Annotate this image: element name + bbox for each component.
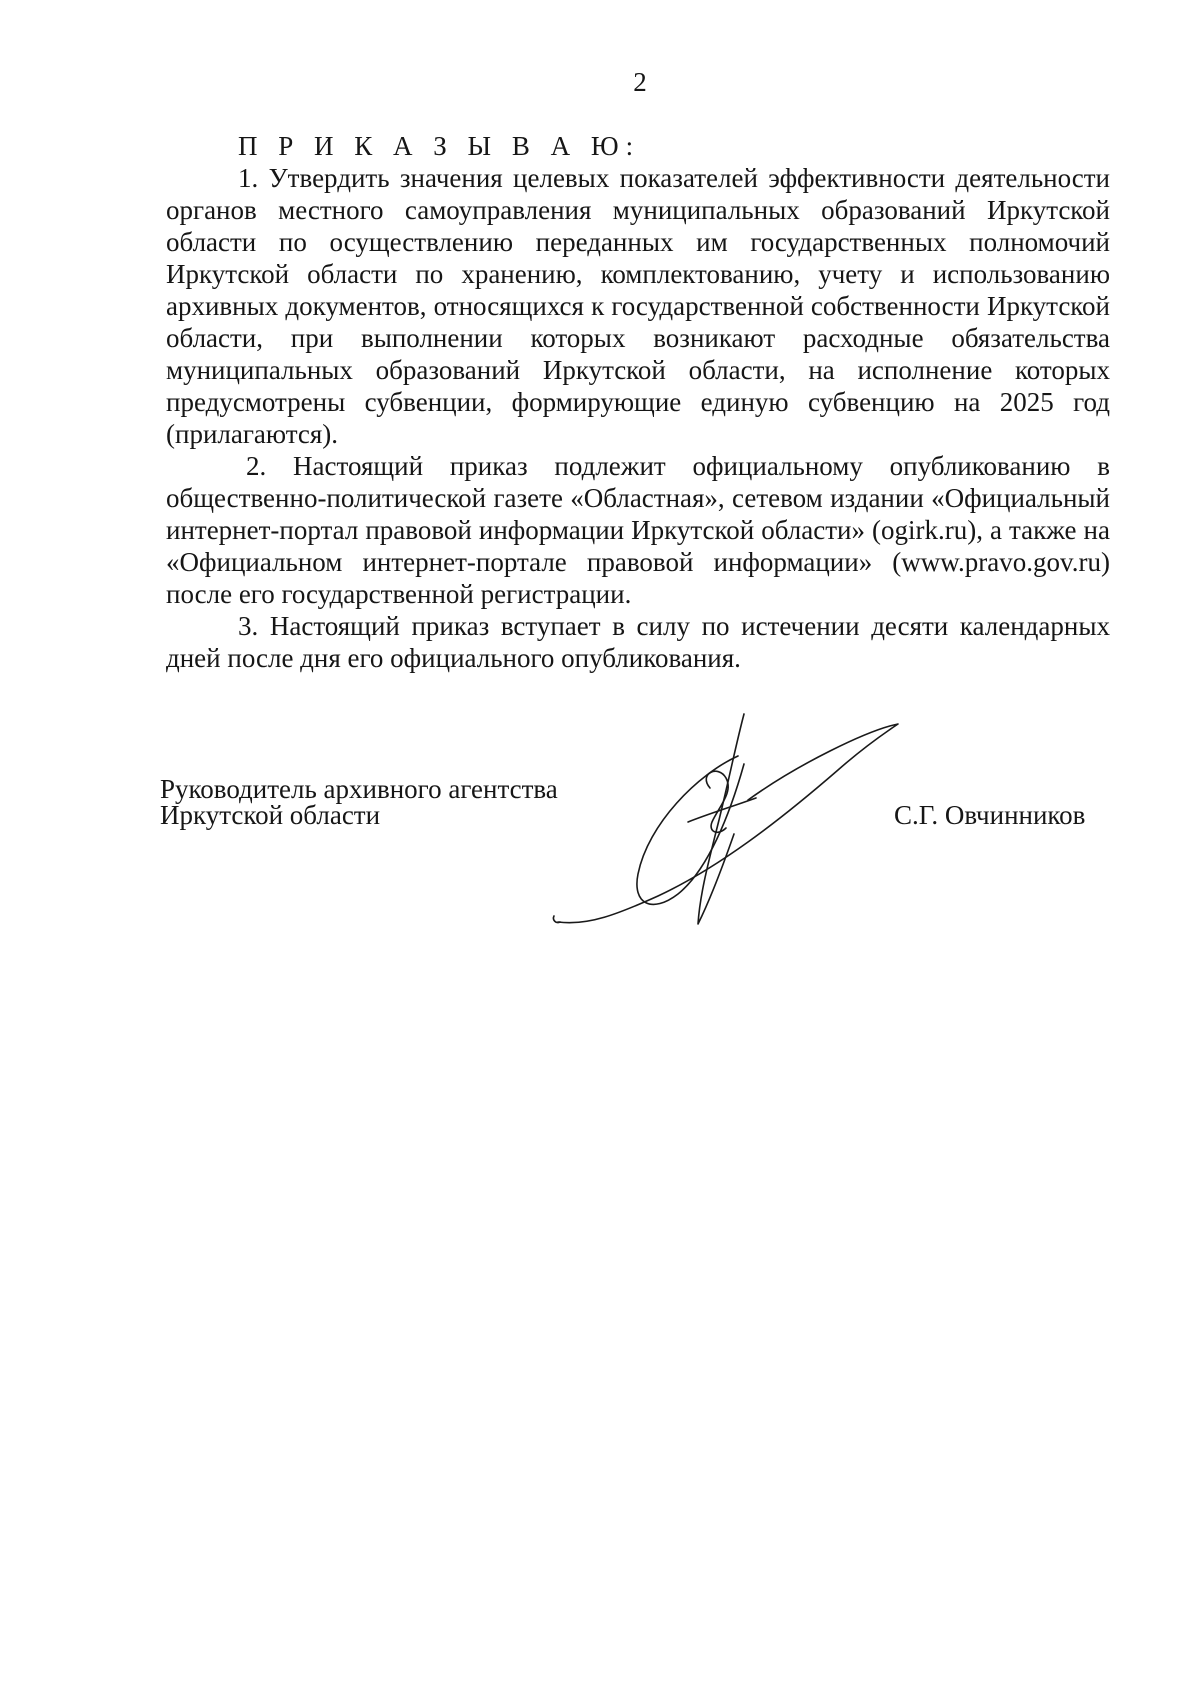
- signatory-position-line-1: Руководитель архивного агентства: [160, 774, 558, 804]
- paragraph-3: 3. Настоящий приказ вступает в силу по истечении десяти календарных дней после дня его официального опубликования.: [166, 611, 1110, 673]
- paragraph-2: 2. Настоящий приказ подлежит официальному опубликованию в общественно-политической газете «Областная», сетевом издании «Официальный интернет-портал правовой информации Иркутской области» (ogirk.ru), а также на «Официальном интернет-портале правовой информации» (www.pravo.gov.ru) после его государственной регистрации.: [166, 451, 1110, 609]
- signatory-position: [160, 776, 558, 828]
- page-number: 2: [633, 67, 647, 97]
- order-heading: П Р И К А З Ы В А Ю:: [238, 131, 641, 161]
- signatory-name: С.Г. Овчинников: [894, 800, 1086, 830]
- handwritten-signature: [548, 704, 908, 936]
- document-body: [166, 130, 1110, 674]
- paragraph-1: 1. Утвердить значения целевых показателей эффективности деятельности органов местного самоуправления муниципальных образований Иркутской области по осуществлению переданных им государственных полномочий Иркутской области по хранению, комплектованию, учету и использованию архивных документов, относящихся к государственной собственности Иркутской области, при выполнении которых возникают расходные обязательства муниципальных образований Иркутской области, на исполнение которых предусмотрены субвенции, формирующие единую субвенцию на 2025 год (прилагаются).: [166, 163, 1110, 449]
- signatory-position-line-2: Иркутской области: [160, 800, 381, 830]
